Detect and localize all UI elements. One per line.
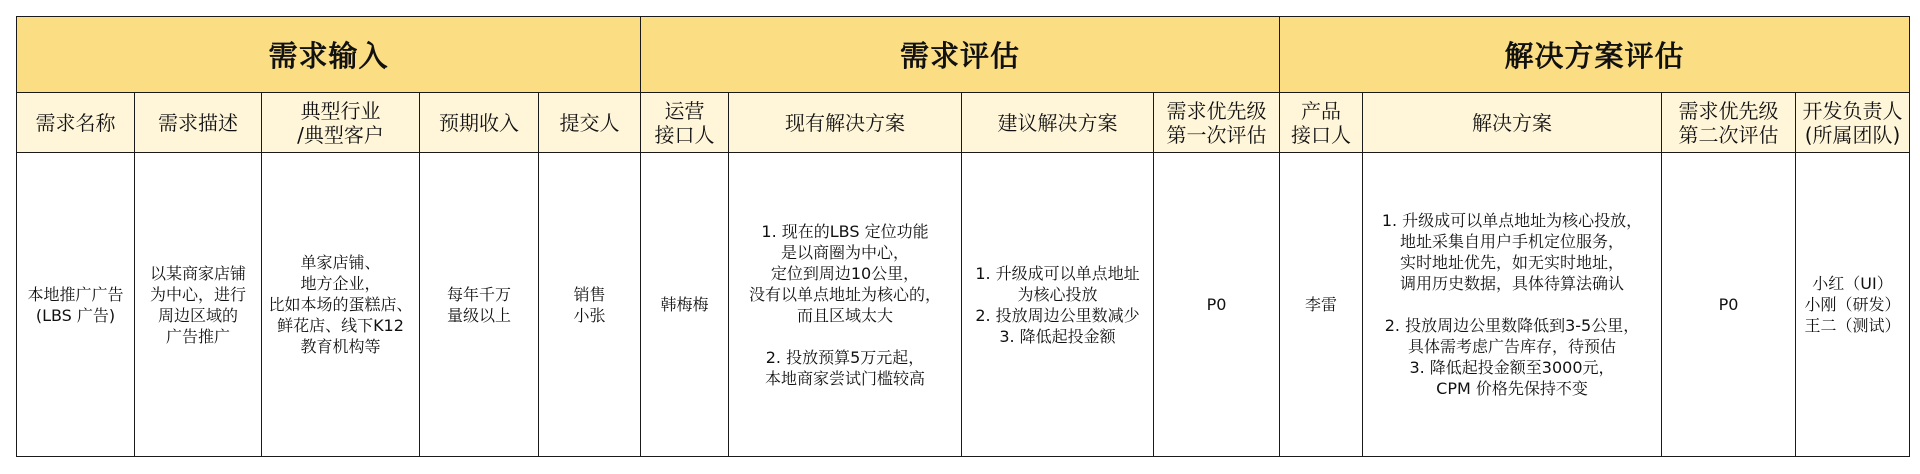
col-header-priority-2: 需求优先级 第二次评估: [1662, 93, 1796, 153]
col-header-solution: 解决方案: [1363, 93, 1662, 153]
col-header-dev-owner: 开发负责人 (所属团队): [1796, 93, 1910, 153]
table-row: [17, 153, 1910, 457]
col-header-priority-1: 需求优先级 第一次评估: [1154, 93, 1280, 153]
col-header-industry: 典型行业 /典型客户: [262, 93, 420, 153]
cell-name: 本地推广广告 (LBS 广告): [17, 153, 135, 457]
col-header-product-contact: 产品 接口人: [1280, 93, 1363, 153]
section-header-row: [17, 17, 1910, 93]
col-header-ops-contact: 运营 接口人: [641, 93, 729, 153]
cell-existing-solution: 1. 现在的LBS 定位功能 是以商圈为中心， 定位到周边10公里， 没有以单点地址为核心的， 而且区域太大 2. 投放预算5万元起， 本地商家尝试门槛较高: [729, 153, 962, 457]
cell-priority-2: P0: [1662, 153, 1796, 457]
col-header-suggested-solution: 建议解决方案: [962, 93, 1154, 153]
col-header-existing-solution: 现有解决方案: [729, 93, 962, 153]
section-requirement-evaluation: 需求评估: [641, 17, 1280, 93]
col-header-description: 需求描述: [135, 93, 262, 153]
cell-solution: 1. 升级成可以单点地址为核心投放， 地址采集自用户手机定位服务， 实时地址优先，如无实时地址， 调用历史数据，具体待算法确认 2. 投放周边公里数降低到3-5公里， 具体需考虑广告库存，待预估 3. 降低起投金额至3000元， CPM 价格先保持不变: [1363, 153, 1662, 457]
column-header-row: [17, 93, 1910, 153]
cell-suggested-solution: 1. 升级成可以单点地址 为核心投放 2. 投放周边公里数减少 3. 降低起投金额: [962, 153, 1154, 457]
cell-industry: 单家店铺、 地方企业， 比如本场的蛋糕店、 鲜花店、线下K12 教育机构等: [262, 153, 420, 457]
cell-product-contact: 李雷: [1280, 153, 1363, 457]
cell-ops-contact: 韩梅梅: [641, 153, 729, 457]
section-solution-evaluation: 解决方案评估: [1280, 17, 1910, 93]
cell-priority-1: P0: [1154, 153, 1280, 457]
col-header-name: 需求名称: [17, 93, 135, 153]
cell-submitter: 销售 小张: [539, 153, 641, 457]
cell-description: 以某商家店铺 为中心，进行 周边区域的 广告推广: [135, 153, 262, 457]
col-header-submitter: 提交人: [539, 93, 641, 153]
requirements-table: [16, 16, 1910, 457]
col-header-revenue: 预期收入: [420, 93, 539, 153]
cell-dev-owner: 小红（UI） 小刚（研发） 王二（测试）: [1796, 153, 1910, 457]
cell-revenue: 每年千万 量级以上: [420, 153, 539, 457]
section-requirement-input: 需求输入: [17, 17, 641, 93]
